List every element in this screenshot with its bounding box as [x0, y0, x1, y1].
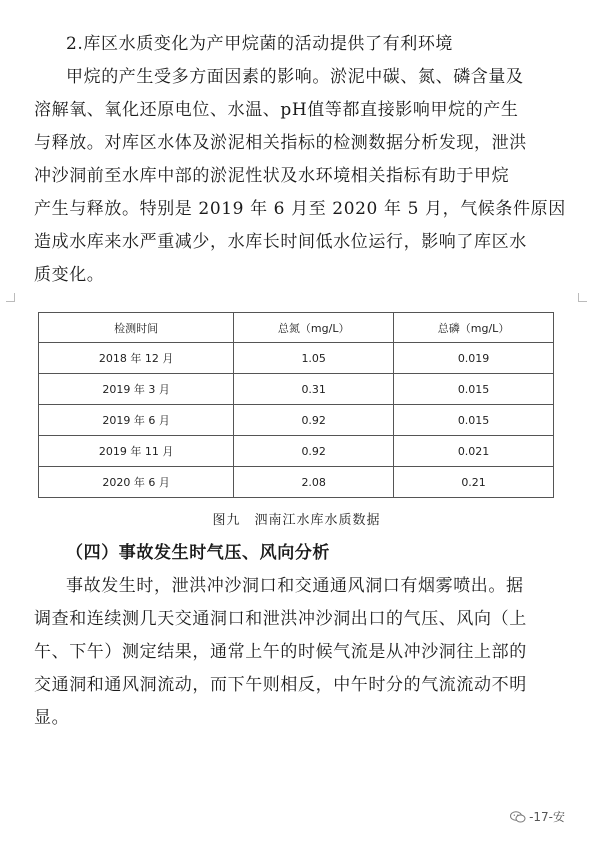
table-row	[39, 405, 554, 436]
table-cell-date: 2020 年 6 月	[39, 467, 234, 498]
column-header-date: 检测时间	[39, 313, 234, 343]
table-header-row	[39, 313, 554, 343]
table-cell-phosphorus: 0.015	[394, 374, 554, 405]
wechat-icon	[510, 811, 526, 823]
crop-mark-top-left	[6, 293, 15, 302]
paragraph-line: 事故发生时，泄洪冲沙洞口和交通通风洞口有烟雾喷出。据	[66, 576, 524, 596]
paragraph-line: 冲沙洞前至水库中部的淤泥性状及水环境相关指标有助于甲烷	[34, 166, 510, 186]
table-row	[39, 343, 554, 374]
column-header-total-nitrogen: 总氮（mg/L）	[234, 313, 394, 343]
table-cell-phosphorus: 0.021	[394, 436, 554, 467]
paragraph-line: 与释放。对库区水体及淤泥相关指标的检测数据分析发现，泄洪	[34, 133, 527, 153]
paragraph-line: 甲烷的产生受多方面因素的影响。淤泥中碳、氮、磷含量及	[66, 67, 524, 87]
paragraph-line: 午、下午）测定结果，通常上午的时候气流是从冲沙洞往上部的	[34, 642, 527, 662]
table-cell-nitrogen: 0.92	[234, 405, 394, 436]
paragraph-line: 溶解氧、氧化还原电位、水温、pH值等都直接影响甲烷的产生	[34, 100, 519, 120]
paragraph-line: 质变化。	[34, 265, 105, 285]
column-header-total-phosphorus: 总磷（mg/L）	[394, 313, 554, 343]
table-cell-date: 2019 年 3 月	[39, 374, 234, 405]
watermark-text: -17-安	[529, 810, 565, 824]
table-cell-phosphorus: 0.019	[394, 343, 554, 374]
figure-caption: 图九 泗南江水库水质数据	[212, 513, 381, 528]
table-row	[39, 374, 554, 405]
table-cell-nitrogen: 0.92	[234, 436, 394, 467]
section-heading: （四）事故发生时气压、风向分析	[66, 543, 330, 563]
watermark	[510, 808, 565, 825]
table-cell-nitrogen: 1.05	[234, 343, 394, 374]
table-row	[39, 467, 554, 498]
table-cell-phosphorus: 0.015	[394, 405, 554, 436]
table-cell-phosphorus: 0.21	[394, 467, 554, 498]
table-cell-nitrogen: 2.08	[234, 467, 394, 498]
water-quality-table	[38, 312, 554, 498]
crop-mark-top-right	[578, 293, 587, 302]
table-cell-date: 2019 年 11 月	[39, 436, 234, 467]
table-cell-date: 2019 年 6 月	[39, 405, 234, 436]
paragraph-line: 显。	[34, 708, 70, 728]
table-cell-date: 2018 年 12 月	[39, 343, 234, 374]
paragraph-line: 交通洞和通风洞流动，而下午则相反，中午时分的气流流动不明	[34, 675, 527, 695]
paragraph-line: 产生与释放。特别是 2019 年 6 月至 2020 年 5 月，气候条件原因	[34, 199, 566, 219]
paragraph-heading: 2.库区水质变化为产甲烷菌的活动提供了有利环境	[66, 34, 454, 54]
paragraph-line: 造成水库来水严重减少，水库长时间低水位运行，影响了库区水	[34, 232, 527, 252]
paragraph-line: 调查和连续测几天交通洞口和泄洪冲沙洞出口的气压、风向（上	[34, 609, 527, 629]
table-row	[39, 436, 554, 467]
table-cell-nitrogen: 0.31	[234, 374, 394, 405]
